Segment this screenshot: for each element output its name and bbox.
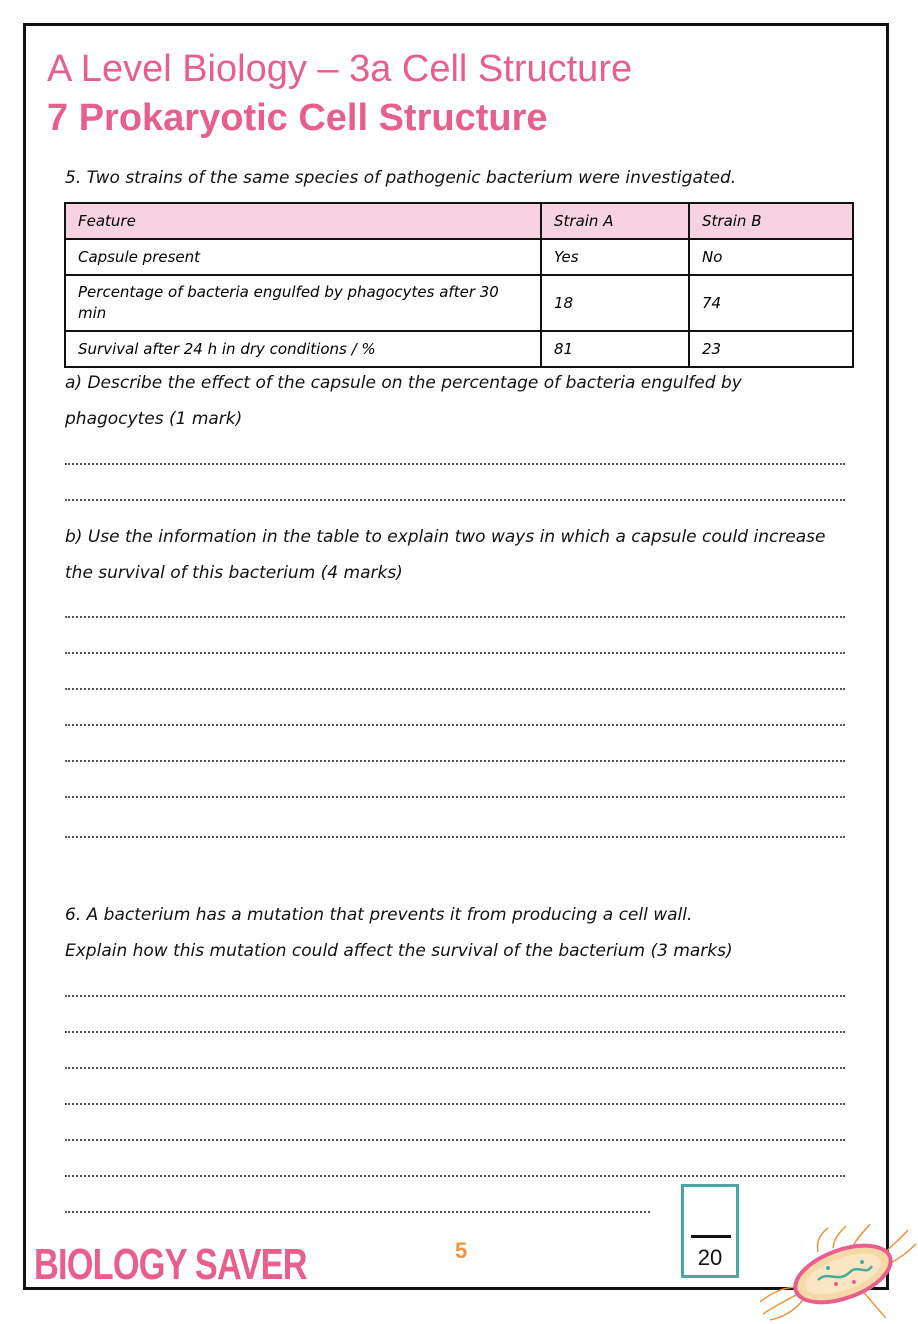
page-subtitle: 7 Prokaryotic Cell Structure: [47, 97, 548, 139]
score-box: [681, 1184, 739, 1278]
table-row: [65, 331, 853, 367]
answer-line[interactable]: [65, 836, 845, 838]
question-5a: a) Describe the effect of the capsule on the percentage of bacteria engulfed by phagocytes (1 mark): [65, 373, 742, 429]
table-header-cell: Strain A: [541, 203, 689, 239]
question-5b: b) Use the information in the table to explain two ways in which a capsule could increase the survival of this bacterium (4 marks): [65, 527, 826, 583]
answer-line[interactable]: [65, 1211, 650, 1213]
table-row: [65, 275, 853, 331]
answer-line[interactable]: [65, 1031, 845, 1033]
table-cell: 81: [541, 331, 689, 367]
table-cell: 74: [689, 275, 853, 331]
table-header-cell: Strain B: [689, 203, 853, 239]
answer-line[interactable]: [65, 1175, 845, 1177]
page-title: A Level Biology – 3a Cell Structure: [47, 48, 633, 90]
table-cell: Capsule present: [65, 239, 541, 275]
table-cell: Survival after 24 h in dry conditions / %: [65, 331, 541, 367]
answer-line[interactable]: [65, 796, 845, 798]
table-row: [65, 239, 853, 275]
answer-line[interactable]: [65, 688, 845, 690]
bacterium-illustration-icon: [758, 1222, 918, 1322]
table-cell: 18: [541, 275, 689, 331]
table-header-row: [65, 203, 853, 239]
answer-line[interactable]: [65, 724, 845, 726]
page-number: 5: [455, 1238, 468, 1263]
answer-line[interactable]: [65, 616, 845, 618]
question-6: 6. A bacterium has a mutation that prevents it from producing a cell wall. Explain how this mutation could affect the survival of the bacterium (3 marks): [65, 905, 733, 961]
answer-line[interactable]: [65, 463, 845, 465]
answer-line[interactable]: [65, 995, 845, 997]
answer-line[interactable]: [65, 1139, 845, 1141]
biology-saver-logo: BIOLOGY SAVER: [34, 1240, 307, 1289]
total-marks: 20: [697, 1245, 723, 1270]
table-cell: Percentage of bacteria engulfed by phagocytes after 30 min: [65, 275, 541, 331]
question-5-intro: 5. Two strains of the same species of pathogenic bacterium were investigated.: [65, 168, 737, 188]
table-header-cell: Feature: [65, 203, 541, 239]
score-divider: [691, 1235, 731, 1238]
answer-line[interactable]: [65, 499, 845, 501]
table-cell: Yes: [541, 239, 689, 275]
table-cell: No: [689, 239, 853, 275]
answer-line[interactable]: [65, 1067, 845, 1069]
strain-comparison-table: [64, 202, 854, 368]
table-cell: 23: [689, 331, 853, 367]
answer-line[interactable]: [65, 760, 845, 762]
answer-line[interactable]: [65, 652, 845, 654]
answer-line[interactable]: [65, 1103, 845, 1105]
